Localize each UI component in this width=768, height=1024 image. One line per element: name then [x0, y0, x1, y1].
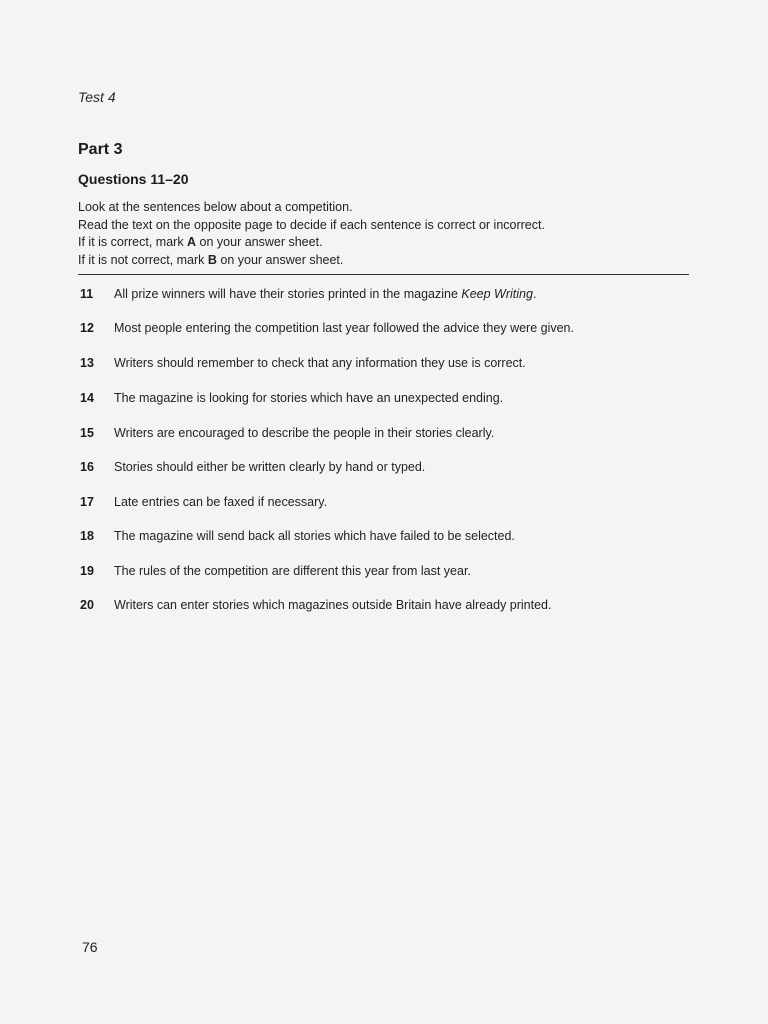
question-item	[80, 495, 327, 509]
question-text: Stories should either be written clearly by hand or typed.	[114, 460, 426, 474]
question-number: 12	[80, 321, 94, 335]
question-number: 14	[80, 391, 94, 405]
instruction-line-2: Read the text on the opposite page to decide if each sentence is correct or incorrect.	[78, 217, 545, 232]
instruction-line-4-pre: If it is not correct, mark	[78, 252, 208, 267]
question-text: Most people entering the competition last year followed the advice they were given.	[114, 321, 574, 335]
question-item	[80, 460, 425, 474]
question-text: Writers are encouraged to describe the people in their stories clearly.	[114, 426, 495, 440]
question-number: 20	[80, 598, 94, 612]
question-number: 16	[80, 460, 94, 474]
question-item	[80, 321, 574, 335]
question-number: 18	[80, 529, 94, 543]
question-item	[80, 564, 471, 578]
question-number: 13	[80, 356, 94, 370]
question-text: Writers should remember to check that any information they use is correct.	[114, 356, 526, 370]
question-number: 11	[80, 287, 94, 301]
instruction-line-3-pre: If it is correct, mark	[78, 235, 188, 249]
instruction-line-1: Look at the sentences below about a competition.	[78, 200, 353, 214]
question-item	[80, 287, 536, 301]
question-text: Writers can enter stories which magazines outside Britain have already printed.	[114, 598, 552, 612]
question-item	[80, 356, 526, 370]
question-text	[114, 287, 536, 301]
question-text-main: All prize winners will have their stories printed in the magazine	[114, 287, 462, 301]
question-text: The magazine is looking for stories which have an unexpected ending.	[114, 391, 504, 405]
question-number: 15	[80, 426, 94, 440]
divider-rule	[78, 274, 689, 275]
question-item	[80, 529, 515, 543]
answer-letter-a: A	[187, 235, 197, 249]
question-number: 17	[80, 495, 94, 509]
questions-title: Questions 11–20	[78, 171, 189, 187]
question-text: The rules of the competition are different this year from last year.	[114, 564, 471, 578]
question-text-suffix: .	[532, 287, 537, 301]
question-item	[80, 426, 494, 440]
question-item	[80, 598, 551, 612]
question-text: Late entries can be faxed if necessary.	[114, 495, 328, 509]
instruction-line-4-post: on your answer sheet.	[216, 252, 344, 267]
answer-letter-b: B	[207, 252, 217, 267]
running-head: Test 4	[78, 89, 116, 105]
part-title: Part 3	[78, 141, 123, 158]
question-number: 19	[80, 564, 94, 578]
instruction-line-3-post: on your answer sheet.	[196, 235, 323, 249]
instructions	[78, 199, 545, 269]
page-number: 76	[82, 939, 98, 955]
question-item	[80, 391, 503, 405]
instruction-line-4	[78, 252, 545, 270]
instruction-line-3	[78, 234, 545, 252]
question-text: The magazine will send back all stories which have failed to be selected.	[114, 529, 515, 543]
magazine-title: Keep Writing	[461, 287, 533, 301]
